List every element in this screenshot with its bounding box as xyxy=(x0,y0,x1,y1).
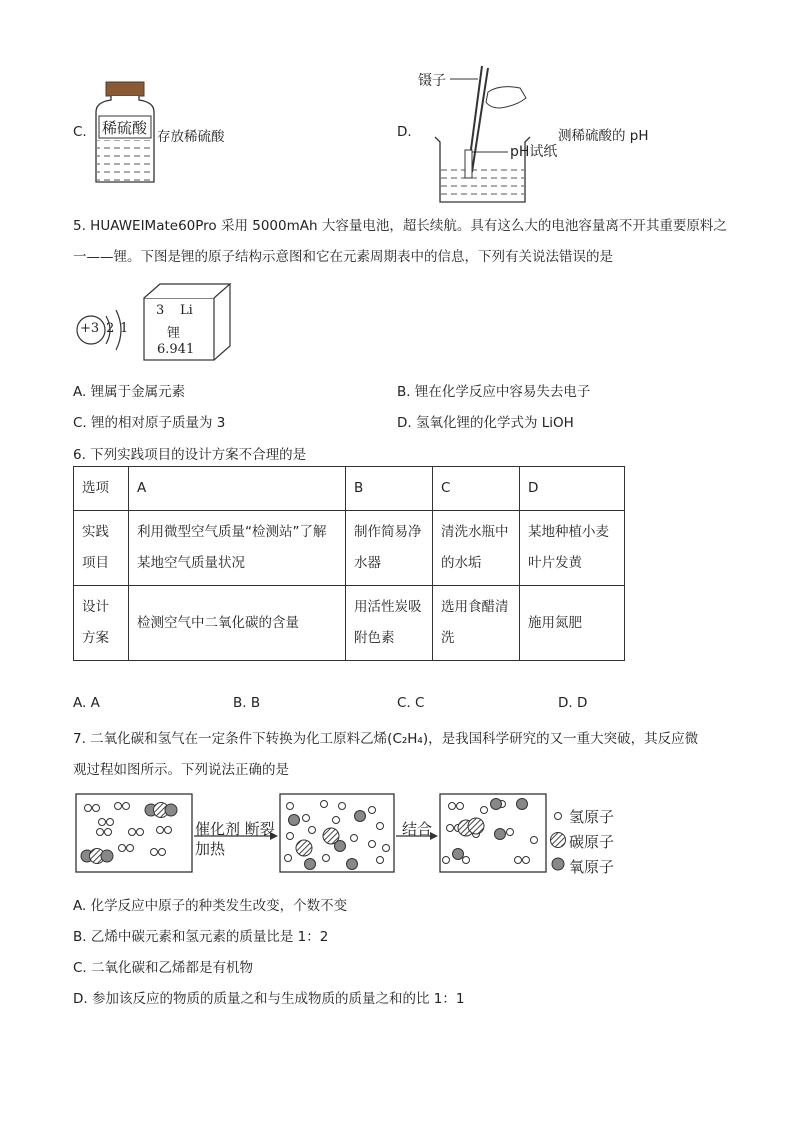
table-cell: 检测空气中二氧化碳的含量 xyxy=(129,586,346,661)
table-cell: C xyxy=(433,467,520,511)
table-cell: D xyxy=(520,467,625,511)
arrow1-bottom-label: 加热 xyxy=(195,840,226,858)
table-cell: 设计方案 xyxy=(74,586,129,661)
q4-option-d-label: D. xyxy=(397,124,412,140)
bottle-label-text: 稀硫酸 xyxy=(102,119,148,137)
q6-stem: 6. 下列实践项目的设计方案不合理的是 xyxy=(73,447,307,463)
q7-option-b: B. 乙烯中碳元素和氢元素的质量比是 1：2 xyxy=(73,929,329,945)
table-cell: 利用微型空气质量“检测站”了解某地空气质量状况 xyxy=(129,511,346,586)
q7-option-c: C. 二氧化碳和乙烯都是有机物 xyxy=(73,960,254,976)
arrow1-top-label: 催化剂 断裂 xyxy=(195,820,275,838)
atomic-number: 3 xyxy=(156,303,165,318)
q7-option-a: A. 化学反应中原子的种类发生改变，个数不变 xyxy=(73,898,348,914)
q5-stem-line2: 一——锂。下图是锂的原子结构示意图和它在元素周期表中的信息，下列有关说法错误的是 xyxy=(73,249,613,265)
table-row xyxy=(74,511,625,586)
table-cell: 制作简易净水器 xyxy=(346,511,433,586)
nucleus-charge: +3 xyxy=(80,321,100,336)
element-name: 锂 xyxy=(167,326,181,341)
element-symbol: Li xyxy=(180,303,193,318)
shell2-electrons: 1 xyxy=(120,321,129,336)
q6-option-b: B. B xyxy=(233,695,261,711)
q5-option-c: C. 锂的相对原子质量为 3 xyxy=(73,415,226,431)
q7-option-d: D. 参加该反应的物质的质量之和与生成物质的质量之和的比 1：1 xyxy=(73,991,465,1007)
q6-option-a: A. A xyxy=(73,695,100,711)
tweezers-label: 镊子 xyxy=(418,73,446,89)
table-cell: 选用食醋清洗 xyxy=(433,586,520,661)
q6-table xyxy=(73,466,625,661)
table-cell: 某地种植小麦叶片发黄 xyxy=(520,511,625,586)
q5-option-a: A. 锂属于金属元素 xyxy=(73,384,186,400)
legend-carbon: 碳原子 xyxy=(569,833,615,851)
q6-option-c: C. C xyxy=(397,695,425,711)
atomic-mass: 6.941 xyxy=(157,342,195,357)
table-row xyxy=(74,586,625,661)
table-cell: A xyxy=(129,467,346,511)
q4-option-c-caption: 存放稀硫酸 xyxy=(157,129,225,145)
legend-hydrogen: 氢原子 xyxy=(569,808,615,826)
reaction-microscopic-diagram xyxy=(74,790,634,878)
q5-option-d: D. 氢氧化锂的化学式为 LiOH xyxy=(397,415,574,431)
q5-option-b: B. 锂在化学反应中容易失去电子 xyxy=(397,384,591,400)
legend-oxygen: 氧原子 xyxy=(569,858,615,876)
table-cell: 用活性炭吸附色素 xyxy=(346,586,433,661)
q7-stem-line1: 7. 二氧化碳和氢气在一定条件下转换为化工原料乙烯(C₂H₄)，是我国科学研究的又一重大突破，其反应微 xyxy=(73,731,699,747)
ph-test-image xyxy=(430,62,535,207)
table-cell: 施用氮肥 xyxy=(520,586,625,661)
shell1-electrons: 2 xyxy=(106,321,115,336)
table-cell: 选项 xyxy=(74,467,129,511)
q7-stem-line2: 观过程如图所示。下列说法正确的是 xyxy=(73,762,289,778)
table-cell: 实践项目 xyxy=(74,511,129,586)
q5-stem-line1: 5. HUAWEIMate60Pro 采用 5000mAh 大容量电池，超长续航。具有这么大的电池容量离不开其重要原料之 xyxy=(73,218,727,234)
table-header-row xyxy=(74,467,625,511)
q4-option-c-label: C. xyxy=(73,124,87,140)
table-cell: B xyxy=(346,467,433,511)
arrow2-top-label: 结合 xyxy=(402,820,433,838)
q4-option-d-caption: 测稀硫酸的 pH xyxy=(558,128,649,144)
q6-option-d: D. D xyxy=(558,695,588,711)
table-cell: 清洗水瓶中的水垢 xyxy=(433,511,520,586)
ph-paper-label: pH试纸 xyxy=(510,144,558,160)
